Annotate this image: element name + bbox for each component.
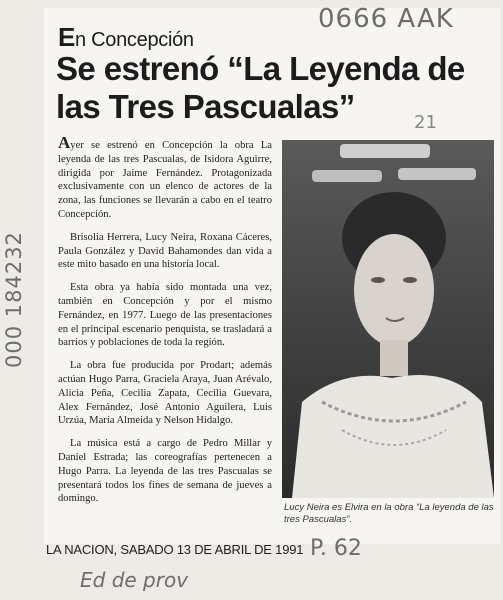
paragraph-1 [58,133,272,222]
kicker-initial: E [58,22,76,52]
section-kicker [58,22,194,53]
handwritten-21: 21 [414,112,437,133]
handwritten-side-number: 000 184232 [2,231,26,368]
paragraph-2: Brisolia Herrera, Lucy Neira, Roxana Cáceres, Paula González y David Bahamondes dan vida a este mito basado en una historia local. [58,231,272,271]
paragraph-1-text: yer se estrenó en Concepción la obra La leyenda de las tres Pascualas, de Isidora Aguirre, dirigida por Jaime Fernández. Protagonizada exclusivamente con un elenco de actores de la zona, las funciones se llevarán a cabo en el teatro Concepción. [58,140,272,220]
handwritten-page-number: P. 62 [310,536,362,561]
article-body [58,133,272,515]
paragraph-5: La música está a cargo de Pedro Millar y Daniel Estrada; las coreografías pertenecen a Hugo Parra. La leyenda de las tres Pascualas se presentará todos los fines de semana de jueves a domingo. [58,438,272,505]
handwritten-edition-note: Ed de prov [80,568,189,592]
portrait-illustration [282,140,494,498]
drop-cap: A [58,133,71,152]
headline: Se estrenó “La Leyenda de las Tres Pascualas” [56,50,465,125]
actress-photo [282,140,494,498]
publication-dateline: LA NACION, SABADO 13 DE ABRIL DE 1991 [46,542,304,557]
paragraph-4: La obra fue producida por Prodart; además actúan Hugo Parra, Graciela Araya, Juan Arévalo, Alicia Peña, Cecilia Zapata, Cecilia Guevara, Alex Fernández, José Antonio Aguilera, Luis Urzúa, María Almeida y Nelson Hidalgo. [58,360,272,427]
photo-caption: Lucy Neira es Elvira en la obra “La leyenda de las tres Pascualas”. [284,502,494,525]
handwritten-code: 0666 AAK [318,4,454,34]
paragraph-3: Esta obra ya había sido montada una vez, también en Concepción y por el mismo Fernández, en 1977. Luego de las presentaciones en el principal escenario penquista, se trasladará a barrios y poblaciones de toda la región. [58,282,272,349]
kicker-text: n Concepción [75,29,194,51]
